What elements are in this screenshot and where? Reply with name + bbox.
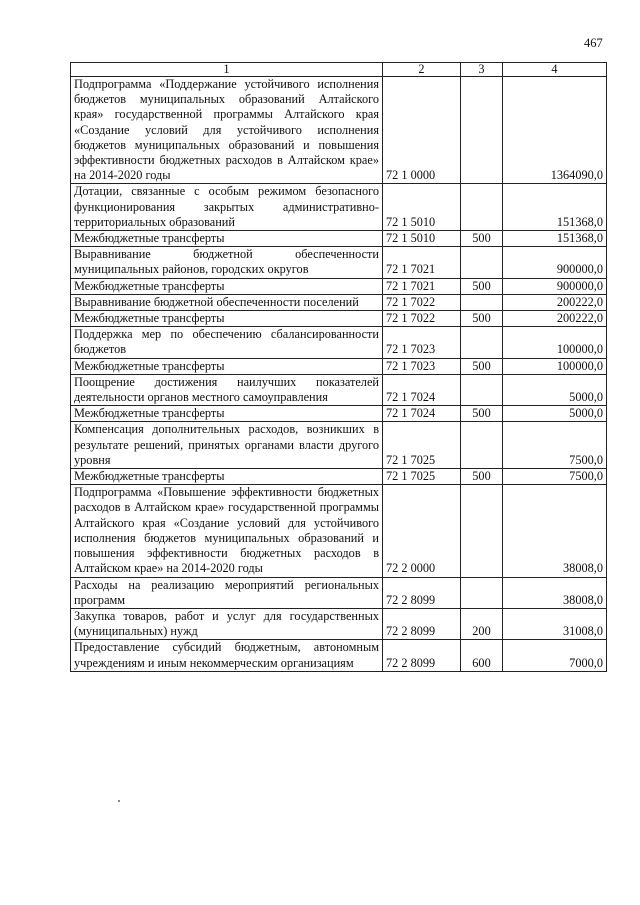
- row-code: 72 1 5010: [383, 184, 461, 231]
- row-amount: 5000,0: [503, 374, 607, 405]
- row-type: 500: [461, 231, 503, 247]
- row-amount: 31008,0: [503, 608, 607, 639]
- row-amount: 1364090,0: [503, 77, 607, 184]
- row-amount: 38008,0: [503, 485, 607, 577]
- row-type: 500: [461, 311, 503, 327]
- row-name: Подпрограмма «Поддержание устойчивого исполнения бюджетов муниципальных образований Алтайского края» государственной программы Алтайского края «Создание условий для устойчивого исполнения бюджетов муниципальных образований и повышения эффективности бюджетных расходов в Алтайском крае» на 2014-2020 годы: [71, 77, 383, 184]
- row-amount: 900000,0: [503, 247, 607, 278]
- row-code: 72 1 7023: [383, 358, 461, 374]
- row-type: 500: [461, 406, 503, 422]
- row-amount: 200222,0: [503, 294, 607, 310]
- row-type: 500: [461, 278, 503, 294]
- row-name: Межбюджетные трансферты: [71, 406, 383, 422]
- row-amount: 100000,0: [503, 327, 607, 358]
- page-number: 467: [584, 36, 603, 50]
- row-name: Межбюджетные трансферты: [71, 311, 383, 327]
- row-code: 72 1 7021: [383, 278, 461, 294]
- row-code: 72 2 8099: [383, 608, 461, 639]
- table-row: [71, 294, 607, 310]
- row-type: [461, 77, 503, 184]
- row-code: 72 1 7022: [383, 311, 461, 327]
- scan-speck: [118, 800, 120, 802]
- row-amount: 5000,0: [503, 406, 607, 422]
- row-amount: 7500,0: [503, 469, 607, 485]
- column-header-name: 1: [71, 63, 383, 77]
- row-amount: 151368,0: [503, 231, 607, 247]
- row-name: Межбюджетные трансферты: [71, 469, 383, 485]
- table-header-row: [71, 63, 607, 77]
- table-row: [71, 311, 607, 327]
- column-header-code: 2: [383, 63, 461, 77]
- row-name: Закупка товаров, работ и услуг для государственных (муниципальных) нужд: [71, 608, 383, 639]
- row-code: 72 2 8099: [383, 577, 461, 608]
- row-type: [461, 327, 503, 358]
- table-row: [71, 77, 607, 184]
- row-type: [461, 422, 503, 469]
- row-name: Поддержка мер по обеспечению сбалансированности бюджетов: [71, 327, 383, 358]
- row-type: 600: [461, 640, 503, 671]
- row-type: [461, 294, 503, 310]
- row-amount: 200222,0: [503, 311, 607, 327]
- row-amount: 100000,0: [503, 358, 607, 374]
- table-row: [71, 358, 607, 374]
- table-row: [71, 608, 607, 639]
- row-amount: 7500,0: [503, 422, 607, 469]
- row-name: Дотации, связанные с особым режимом безопасного функционирования закрытых административно-территориальных образований: [71, 184, 383, 231]
- row-type: [461, 485, 503, 577]
- row-amount: 900000,0: [503, 278, 607, 294]
- table-row: [71, 422, 607, 469]
- column-header-amount: 4: [503, 63, 607, 77]
- row-name: Межбюджетные трансферты: [71, 231, 383, 247]
- row-type: [461, 184, 503, 231]
- table-row: [71, 640, 607, 671]
- table-row: [71, 184, 607, 231]
- row-name: Расходы на реализацию мероприятий региональных программ: [71, 577, 383, 608]
- table-row: [71, 469, 607, 485]
- row-code: 72 2 0000: [383, 485, 461, 577]
- table-row: [71, 406, 607, 422]
- row-code: 72 1 7024: [383, 406, 461, 422]
- column-header-type: 3: [461, 63, 503, 77]
- budget-table: [70, 62, 607, 672]
- row-amount: 151368,0: [503, 184, 607, 231]
- row-name: Компенсация дополнительных расходов, возникших в результате решений, принятых органами власти другого уровня: [71, 422, 383, 469]
- table-row: [71, 231, 607, 247]
- row-type: 200: [461, 608, 503, 639]
- row-name: Поощрение достижения наилучших показателей деятельности органов местного самоуправления: [71, 374, 383, 405]
- table-row: [71, 327, 607, 358]
- table-row: [71, 577, 607, 608]
- table-row: [71, 374, 607, 405]
- row-code: 72 1 0000: [383, 77, 461, 184]
- row-name: Межбюджетные трансферты: [71, 278, 383, 294]
- row-name: Выравнивание бюджетной обеспеченности муниципальных районов, городских округов: [71, 247, 383, 278]
- row-code: 72 1 7025: [383, 422, 461, 469]
- row-type: [461, 577, 503, 608]
- table-row: [71, 485, 607, 577]
- row-code: 72 1 7021: [383, 247, 461, 278]
- row-amount: 7000,0: [503, 640, 607, 671]
- row-type: [461, 247, 503, 278]
- row-code: 72 1 7022: [383, 294, 461, 310]
- row-name: Предоставление субсидий бюджетным, автономным учреждениям и иным некоммерческим организациям: [71, 640, 383, 671]
- table-row: [71, 247, 607, 278]
- row-code: 72 1 7025: [383, 469, 461, 485]
- row-name: Подпрограмма «Повышение эффективности бюджетных расходов в Алтайском крае» государственной программы Алтайского края «Создание условий для устойчивого исполнения бюджетов муниципальных образований и повышения эффективности бюджетных расходов в Алтайском крае» на 2014-2020 годы: [71, 485, 383, 577]
- row-name: Выравнивание бюджетной обеспеченности поселений: [71, 294, 383, 310]
- row-code: 72 2 8099: [383, 640, 461, 671]
- row-code: 72 1 5010: [383, 231, 461, 247]
- row-code: 72 1 7023: [383, 327, 461, 358]
- row-amount: 38008,0: [503, 577, 607, 608]
- row-type: 500: [461, 358, 503, 374]
- row-name: Межбюджетные трансферты: [71, 358, 383, 374]
- table-row: [71, 278, 607, 294]
- row-type: [461, 374, 503, 405]
- row-type: 500: [461, 469, 503, 485]
- row-code: 72 1 7024: [383, 374, 461, 405]
